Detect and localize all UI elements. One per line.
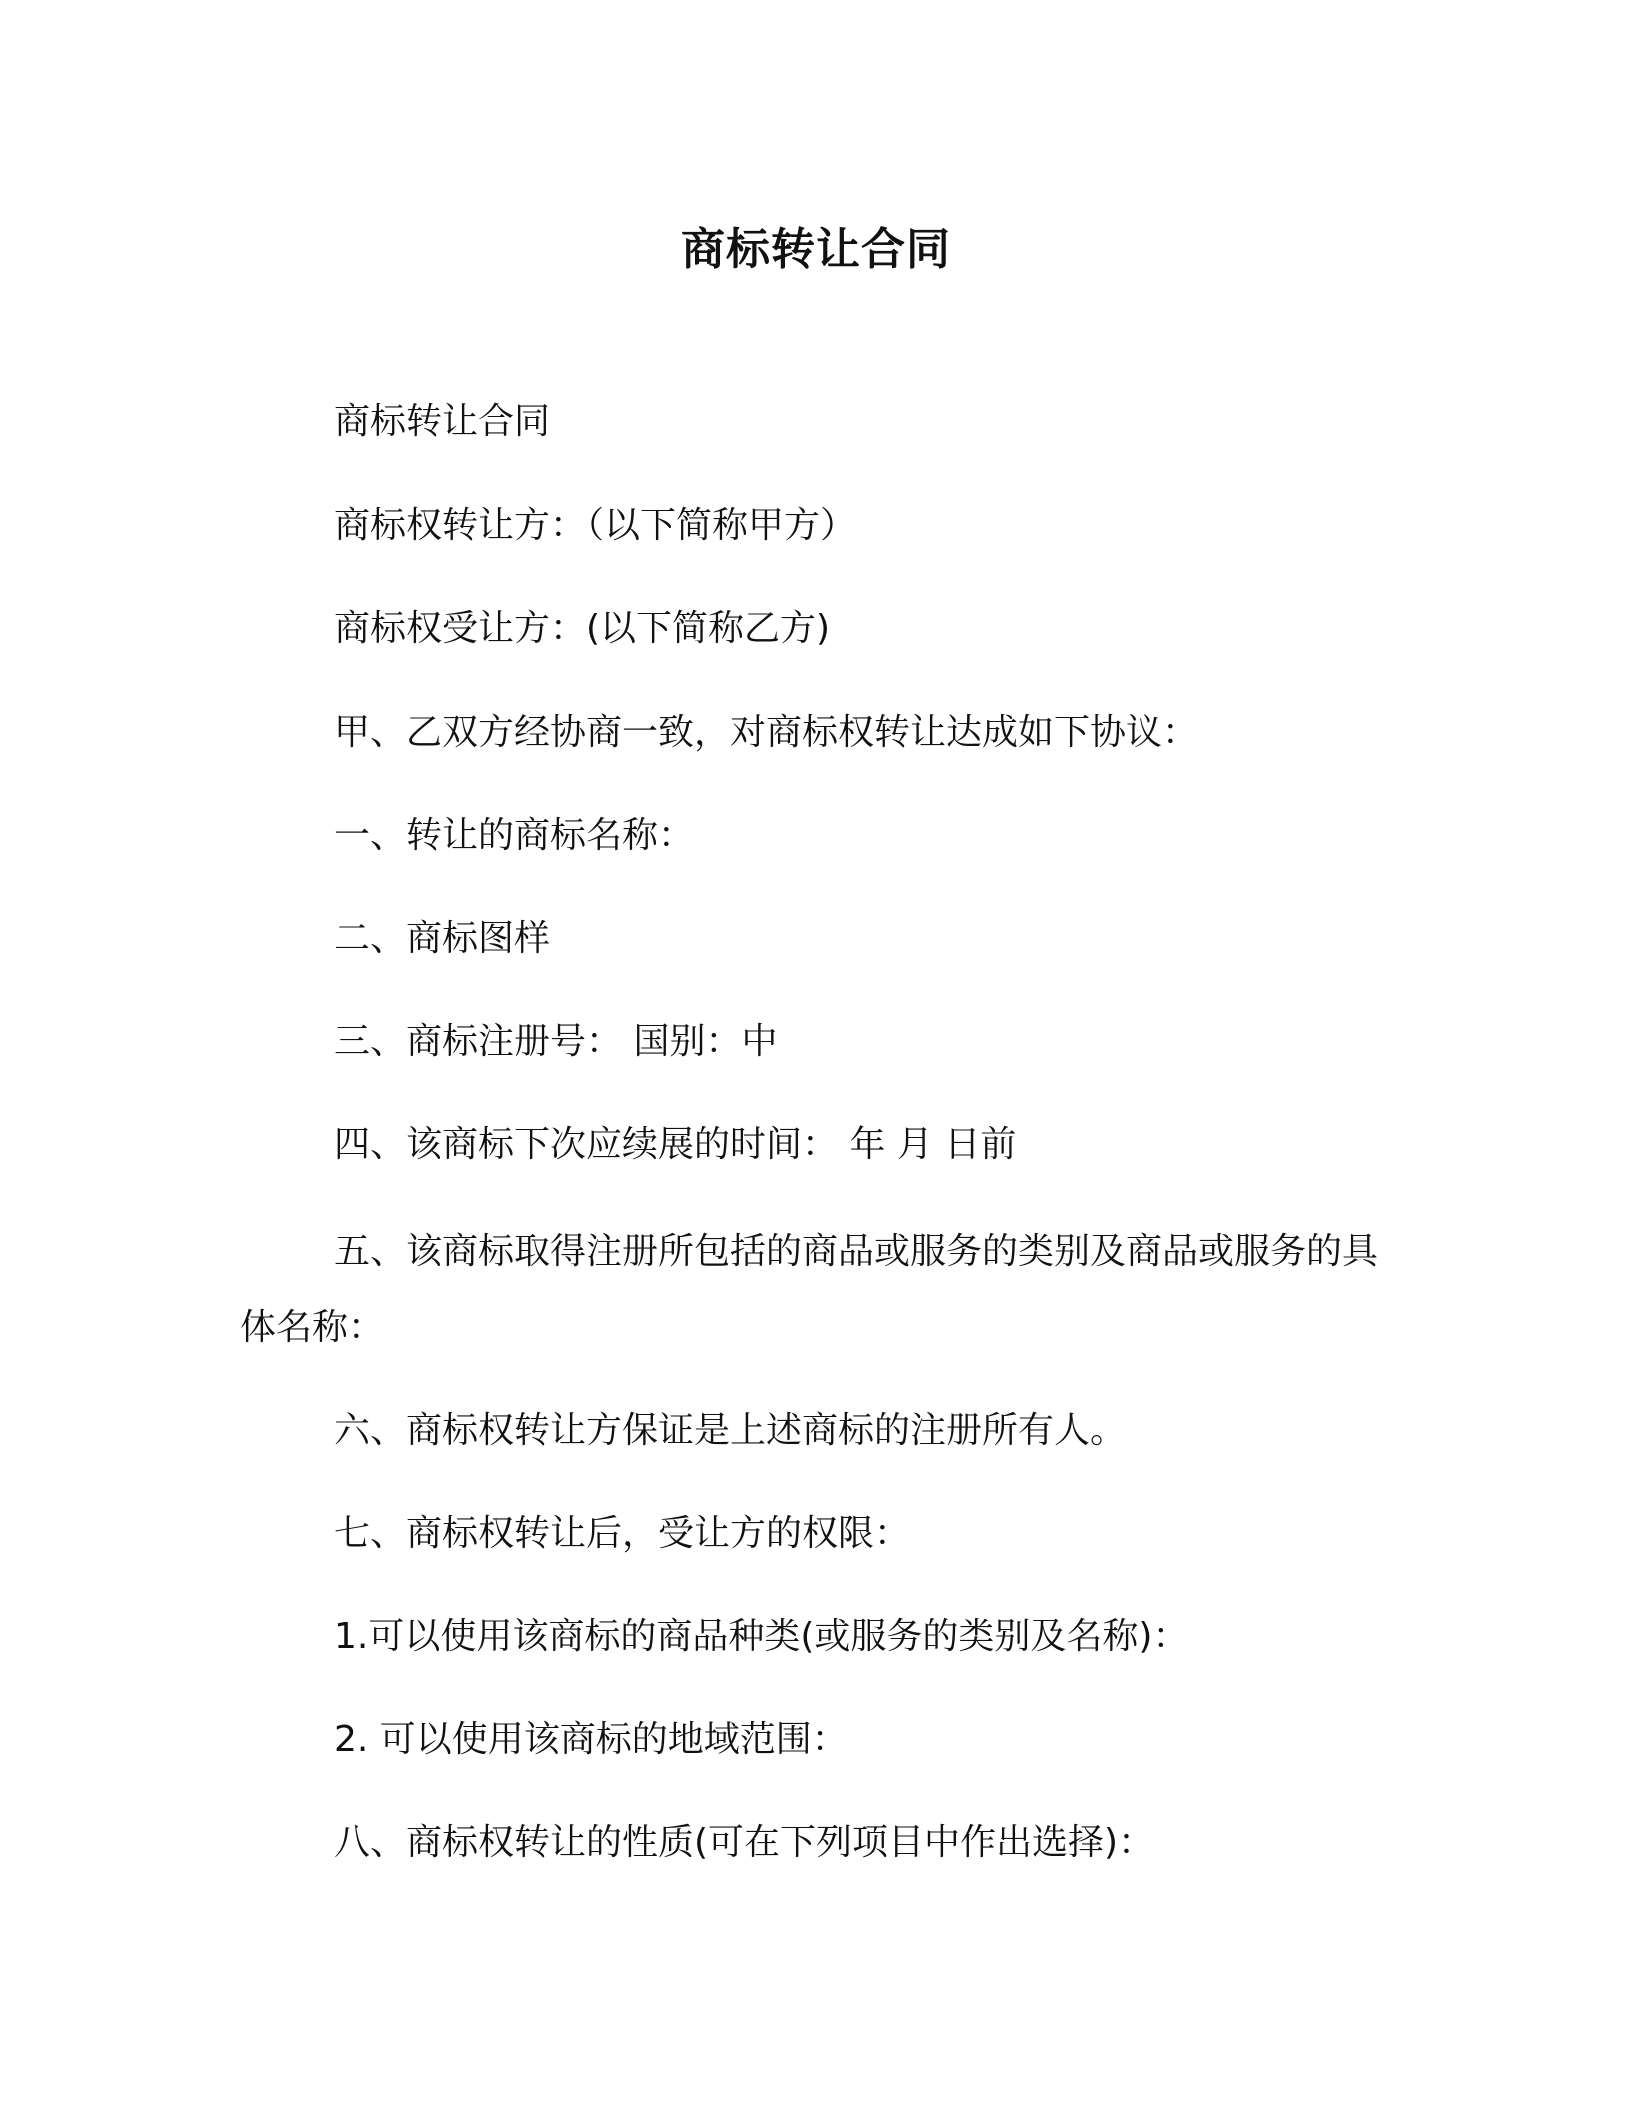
paragraph-heading-repeat: 商标转让合同 xyxy=(334,401,551,442)
clause-2-trademark-design: 二、商标图样 xyxy=(334,918,551,959)
clause-7-transferee-rights: 七、商标权转让后，受让方的权限： xyxy=(334,1513,911,1554)
paragraph-transferee: 商标权受让方：(以下简称乙方) xyxy=(334,608,831,649)
paragraph-agreement-intro: 甲、乙双方经协商一致，对商标权转让达成如下协议： xyxy=(334,712,1199,753)
clause-5-goods-services: 五、该商标取得注册所包括的商品或服务的类别及商品或服务的具体名称： xyxy=(240,1231,1379,1348)
clause-8-transfer-nature: 八、商标权转让的性质(可在下列项目中作出选择)： xyxy=(334,1822,1155,1863)
document-title: 商标转让合同 xyxy=(681,224,951,275)
clause-4-renewal-date: 四、该商标下次应续展的时间： 年 月 日前 xyxy=(334,1124,1017,1165)
clause-7-item-2: 2. 可以使用该商标的地域范围： xyxy=(334,1719,848,1760)
clause-7-item-1: 1.可以使用该商标的商品种类(或服务的类别及名称)： xyxy=(334,1616,1189,1657)
clause-3-registration-number: 三、商标注册号： 国别：中 xyxy=(334,1021,778,1062)
clause-1-trademark-name: 一、转让的商标名称： xyxy=(334,815,695,856)
paragraph-transferor: 商标权转让方：（以下简称甲方） xyxy=(334,505,857,546)
clause-6-ownership-guarantee: 六、商标权转让方保证是上述商标的注册所有人。 xyxy=(334,1410,1127,1451)
